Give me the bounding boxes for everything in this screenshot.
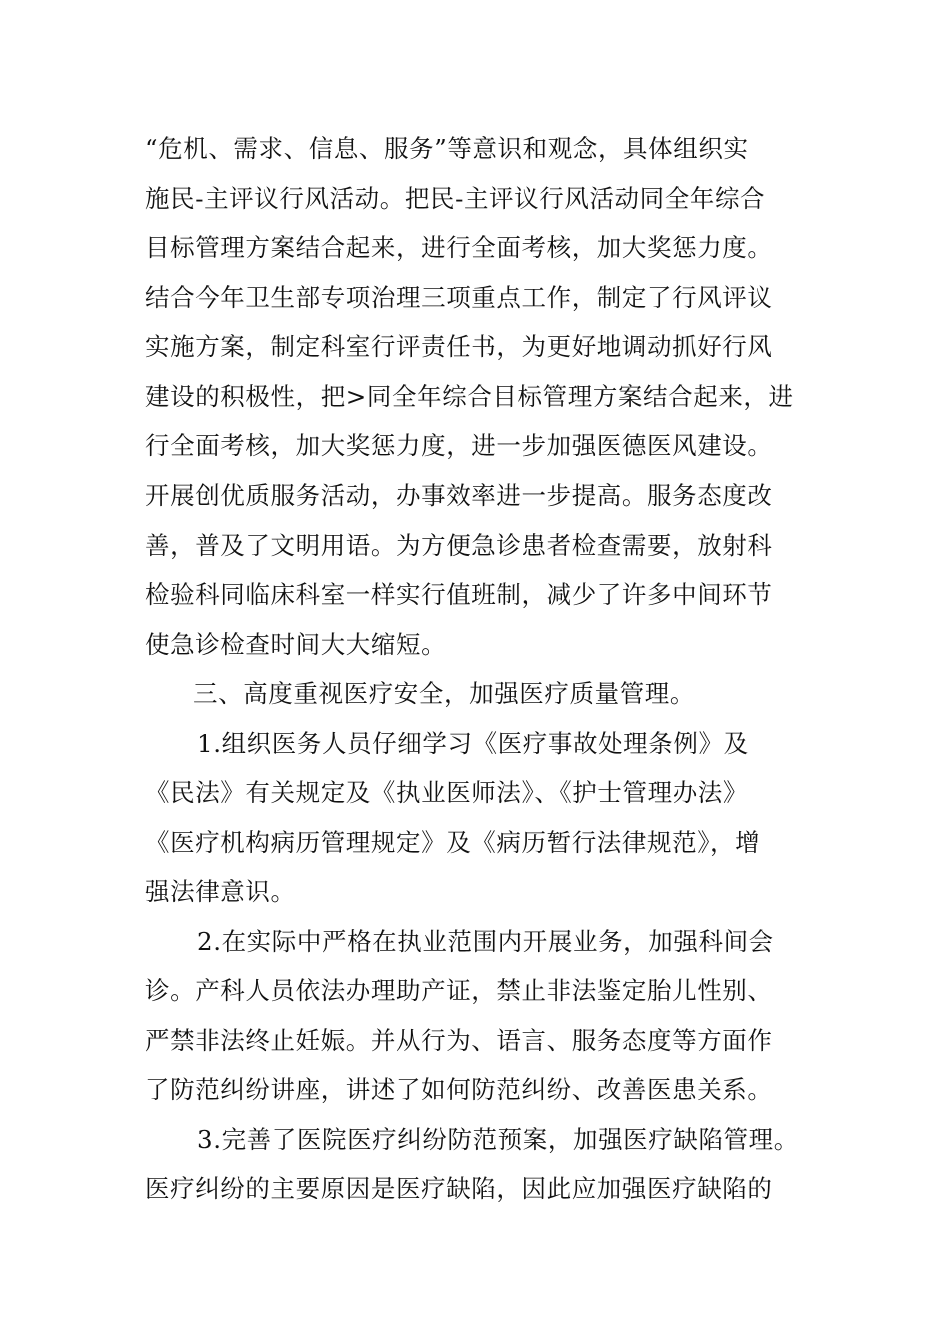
text-line: 1.组织医务人员仔细学习《医疗事故处理条例》及 xyxy=(197,729,749,758)
text-line: 目标管理方案结合起来，进行全面考核，加大奖惩力度。 xyxy=(145,233,773,262)
text-line: 了防范纠纷讲座，讲述了如何防范纠纷、改善医患关系。 xyxy=(145,1075,773,1104)
text-line: 善，普及了文明用语。为方便急诊患者检查需要，放射科 xyxy=(145,531,773,560)
text-line: 结合今年卫生部专项治理三项重点工作，制定了行风评议 xyxy=(145,283,773,312)
text-line: 严禁非法终止妊娠。并从行为、语言、服务态度等方面作 xyxy=(145,1026,773,1055)
text-line: 医疗纠纷的主要原因是医疗缺陷，因此应加强医疗缺陷的 xyxy=(145,1174,773,1203)
text-line: 3.完善了医院医疗纠纷防范预案，加强医疗缺陷管理。 xyxy=(197,1125,799,1154)
text-line: 使急诊检查时间大大缩短。 xyxy=(145,630,447,659)
text-line: 检验科同临床科室一样实行值班制，减少了许多中间环节 xyxy=(145,580,773,609)
text-line: 《医疗机构病历管理规定》及《病历暂行法律规范》，增 xyxy=(145,828,761,857)
text-line: “危机、需求、信息、服务”等意识和观念，具体组织实 xyxy=(145,134,749,163)
text-line: 建设的积极性，把>同全年综合目标管理方案结合起来，进 xyxy=(145,382,794,411)
text-line: 开展创优质服务活动，办事效率进一步提高。服务态度改 xyxy=(145,481,773,510)
text-line: 诊。产科人员依法办理助产证，禁止非法鉴定胎儿性别、 xyxy=(145,976,773,1005)
text-line: 《民法》有关规定及《执业医师法》、《护士管理办法》 xyxy=(145,778,748,807)
text-line: 2.在实际中严格在执业范围内开展业务，加强科间会 xyxy=(197,927,774,956)
section-heading: 三、高度重视医疗安全，加强医疗质量管理。 xyxy=(193,679,695,708)
text-line: 实施方案，制定科室行评责任书，为更好地调动抓好行风 xyxy=(145,332,773,361)
text-line: 行全面考核，加大奖惩力度，进一步加强医德医风建设。 xyxy=(145,431,773,460)
text-line: 强法律意识。 xyxy=(145,877,296,906)
text-line: 施民-主评议行风活动。把民-主评议行风活动同全年综合 xyxy=(145,184,766,213)
